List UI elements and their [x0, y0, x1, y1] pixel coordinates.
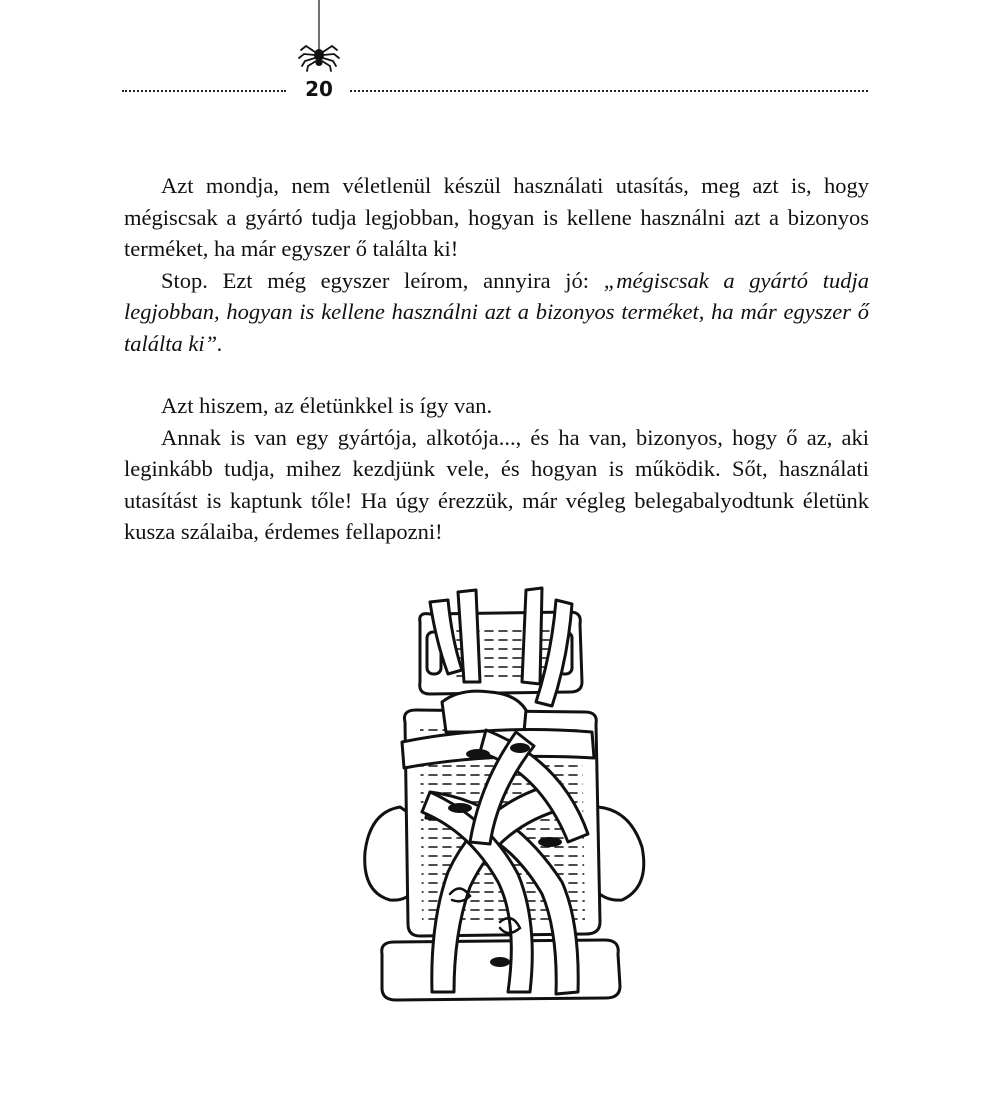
header-rule-left	[122, 90, 286, 92]
italic-quote: „mégiscsak a gyártó tudja legjobban, hogyan is kellene használni azt a bizonyos terméket, ha már egyszer ő találta ki”	[124, 267, 869, 356]
header-rule-right	[350, 90, 868, 92]
paragraph	[124, 265, 869, 360]
body-text	[124, 170, 869, 548]
paragraph: Azt hiszem, az életünkkel is így van.	[161, 393, 493, 418]
quote-period: .	[217, 330, 223, 356]
spider-icon	[296, 0, 342, 76]
paragraph-lead: Stop. Ezt még egyszer leírom, annyira jó:	[161, 267, 604, 293]
paragraph: Azt mondja, nem véletlenül készül használati utasítás, meg azt is, hogy mégiscsak a gyártó tudja legjobban, hogyan is kellene használni azt a bizonyos terméket, ha már egyszer ő találta ki!	[124, 173, 869, 261]
page-header	[0, 0, 993, 110]
page-number: 20	[305, 77, 333, 101]
tangled-book-strap-icon	[330, 582, 670, 1002]
paragraph: Annak is van egy gyártója, alkotója..., és ha van, bizonyos, hogy ő az, aki leginkább tudja, mihez kezdjünk vele, és hogyan is működik. Sőt, használati utasítást is kaptunk tőle! Ha úgy érezzük, már végleg belegabalyodtunk életünk kusza szálaiba, érdemes fellapozni!	[124, 424, 869, 544]
